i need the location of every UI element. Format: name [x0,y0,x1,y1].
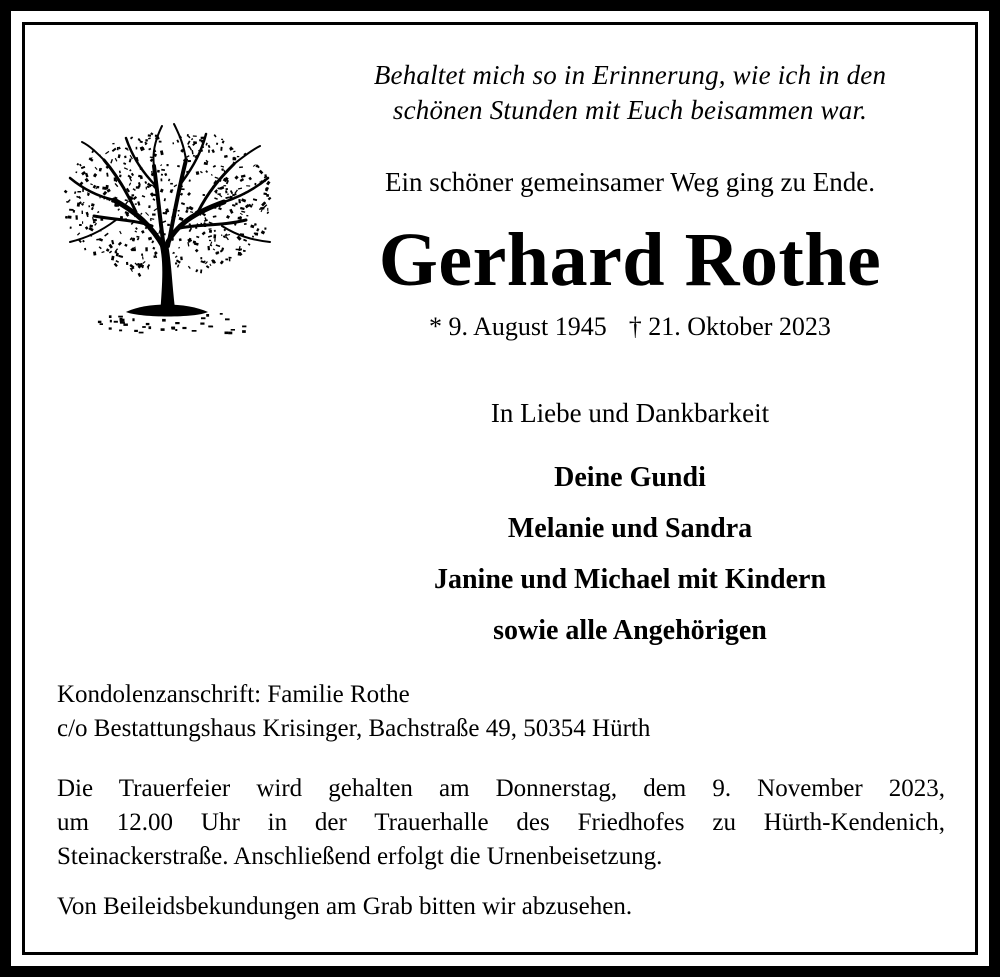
love-line: In Liebe und Dankbarkeit [490,398,770,428]
ceremony-line: um 12.00 Uhr in der Trauerhalle des Friedhofes zu Hürth-Kendenich, [57,809,945,836]
quote-line: Behaltet mich so in Erinnerung, wie ich in den [373,60,887,90]
condolence-address [57,678,650,746]
mourner-line: Janine und Michael mit Kindern [433,564,827,595]
memorial-quote [300,58,960,128]
mourners-list [300,452,960,656]
life-dates [300,310,960,344]
condolence-request: Von Beileidsbekundungen am Grab bitten wir abzusehen. [57,893,633,920]
birth-date: * 9. August 1945 [429,312,607,341]
ceremony-line: Steinackerstraße. Anschließend erfolgt die Urnenbeisetzung. [57,843,663,870]
mourner-line: Melanie und Sandra [507,513,753,544]
deceased-name: Gerhard Rothe [378,218,882,302]
condolence-line: c/o Bestattungshaus Krisinger, Bachstraße 49, 50354 Hürth [57,715,651,742]
subtitle: Ein schöner gemeinsamer Weg ging zu Ende. [385,167,875,197]
mourner-line: Deine Gundi [554,462,706,493]
condolence-line: Kondolenzanschrift: Familie Rothe [57,681,410,708]
tree-icon [56,116,282,340]
mourner-line: sowie alle Angehörigen [493,615,767,646]
ceremony-info [57,772,945,874]
quote-line: schönen Stunden mit Euch beisammen war. [392,95,868,125]
death-date: † 21. Oktober 2023 [628,312,831,341]
ceremony-line: Die Trauerfeier wird gehalten am Donnerstag, dem 9. November 2023, [57,775,945,802]
